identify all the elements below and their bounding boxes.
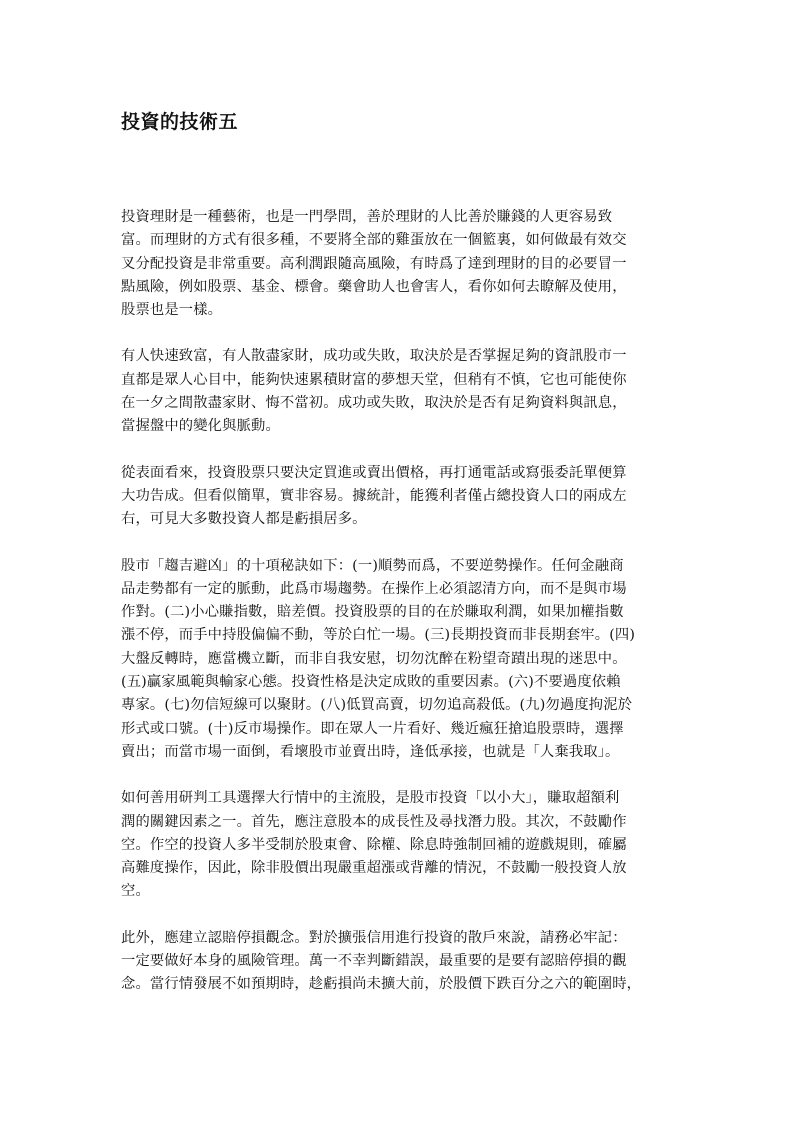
- text-line: 大盤反轉時，應當機立斷，而非自我安慰，切勿沈醉在粉望奇蹟出現的迷思中。: [121, 650, 627, 667]
- paragraph-2: [121, 345, 676, 438]
- text-line: 如何善用研判工具選擇大行情中的主流股，是股市投資「以小大」，賺取超額利: [121, 790, 620, 807]
- text-line: 潤的關鍵因素之一。首先，應注意股本的成長性及尋找潛力股。其次，不鼓勵作: [121, 813, 627, 830]
- text-line: 大功告成。但看似簡單，實非容易。據統計，能獲利者僅占總投資人口的兩成左: [121, 487, 627, 504]
- text-line: 高難度操作，因此，除非股價出現嚴重超漲或背離的情況，不鼓勵一般投資人放: [121, 860, 627, 877]
- text-line: 念。當行情發展不如預期時，趁虧損尚未擴大前，於股價下跌百分之六的範圍時，: [121, 976, 642, 993]
- document-body: [121, 206, 676, 1020]
- text-line: 空。作空的投資人多半受制於股東會、除權、除息時強制回補的遊戲規則，確屬: [121, 836, 627, 853]
- text-line: 形式或口號。(十)反市場操作。即在眾人一片看好、幾近瘋狂搶追股票時，選擇: [121, 720, 624, 737]
- text-line: 在一夕之間散盡家財、悔不當初。成功或失敗，取決於是否有足夠資料與訊息，: [121, 395, 627, 412]
- text-line: 空。: [121, 883, 150, 900]
- text-line: 股市「趨吉避凶」的十項秘訣如下：(一)順勢而爲，不要逆勢操作。任何金融商: [121, 557, 624, 574]
- text-line: 作對。(二)小心賺指數，賠差價。投資股票的目的在於賺取利潤，如果加權指數: [121, 604, 624, 621]
- text-line: 漲不停，而手中持股偏偏不動，等於白忙一場。(三)長期投資而非長期套牢。(四): [121, 627, 636, 644]
- text-line: 當握盤中的變化與脈動。: [121, 418, 280, 435]
- paragraph-1: [121, 206, 676, 322]
- paragraph-6: [121, 927, 676, 997]
- text-line: 右，可見大多數投資人都是虧損居多。: [121, 511, 367, 528]
- text-line: 賣出；而當市場一面倒，看壞股市並賣出時，逢低承接，也就是「人棄我取」。: [121, 743, 620, 760]
- text-line: 專家。(七)勿信短線可以聚財。(八)低買高賣，切勿追高殺低。(九)勿過度拘泥於: [121, 697, 633, 714]
- text-line: 直都是眾人心目中，能夠快速累積財富的夢想天堂，但稍有不慎，它也可能使你: [121, 371, 627, 388]
- text-line: 從表面看來，投資股票只要決定買進或賣出價格，再打通電話或寫張委託單便算: [121, 464, 627, 481]
- text-line: 品走勢都有一定的脈動，此爲市場趨勢。在操作上必須認清方向，而不是與市場: [121, 580, 627, 597]
- document-title: 投資的技術五: [121, 111, 239, 133]
- text-line: (五)贏家風範與輸家心態。投資性格是決定成敗的重要因素。(六)不要過度依賴: [121, 674, 621, 691]
- paragraph-5: [121, 787, 676, 903]
- text-line: 此外，應建立認賠停損觀念。對於擴張信用進行投資的散戶來說，請務必牢記：: [121, 929, 627, 946]
- text-line: 股票也是一樣。: [121, 302, 223, 319]
- text-line: 叉分配投資是非常重要。高利潤跟隨高風險，有時爲了達到理財的目的必要冒一: [121, 255, 627, 272]
- paragraph-4: [121, 555, 676, 765]
- paragraph-3: [121, 462, 676, 532]
- text-line: 投資理財是一種藝術，也是一門學問，善於理財的人比善於賺錢的人更容易致: [121, 209, 613, 225]
- text-line: 一定要做好本身的風險管理。萬一不幸判斷錯誤，最重要的是要有認賠停損的觀: [121, 953, 627, 970]
- text-line: 富。而理財的方式有很多種，不要將全部的雞蛋放在一個籃裏，如何做最有效交: [121, 232, 627, 249]
- text-line: 點風險，例如股票、基金、標會。藥會助人也會害人，看你如何去瞭解及使用，: [121, 278, 627, 295]
- text-line: 有人快速致富，有人散盡家財，成功或失敗，取決於是否掌握足夠的資訊股市一: [121, 348, 627, 365]
